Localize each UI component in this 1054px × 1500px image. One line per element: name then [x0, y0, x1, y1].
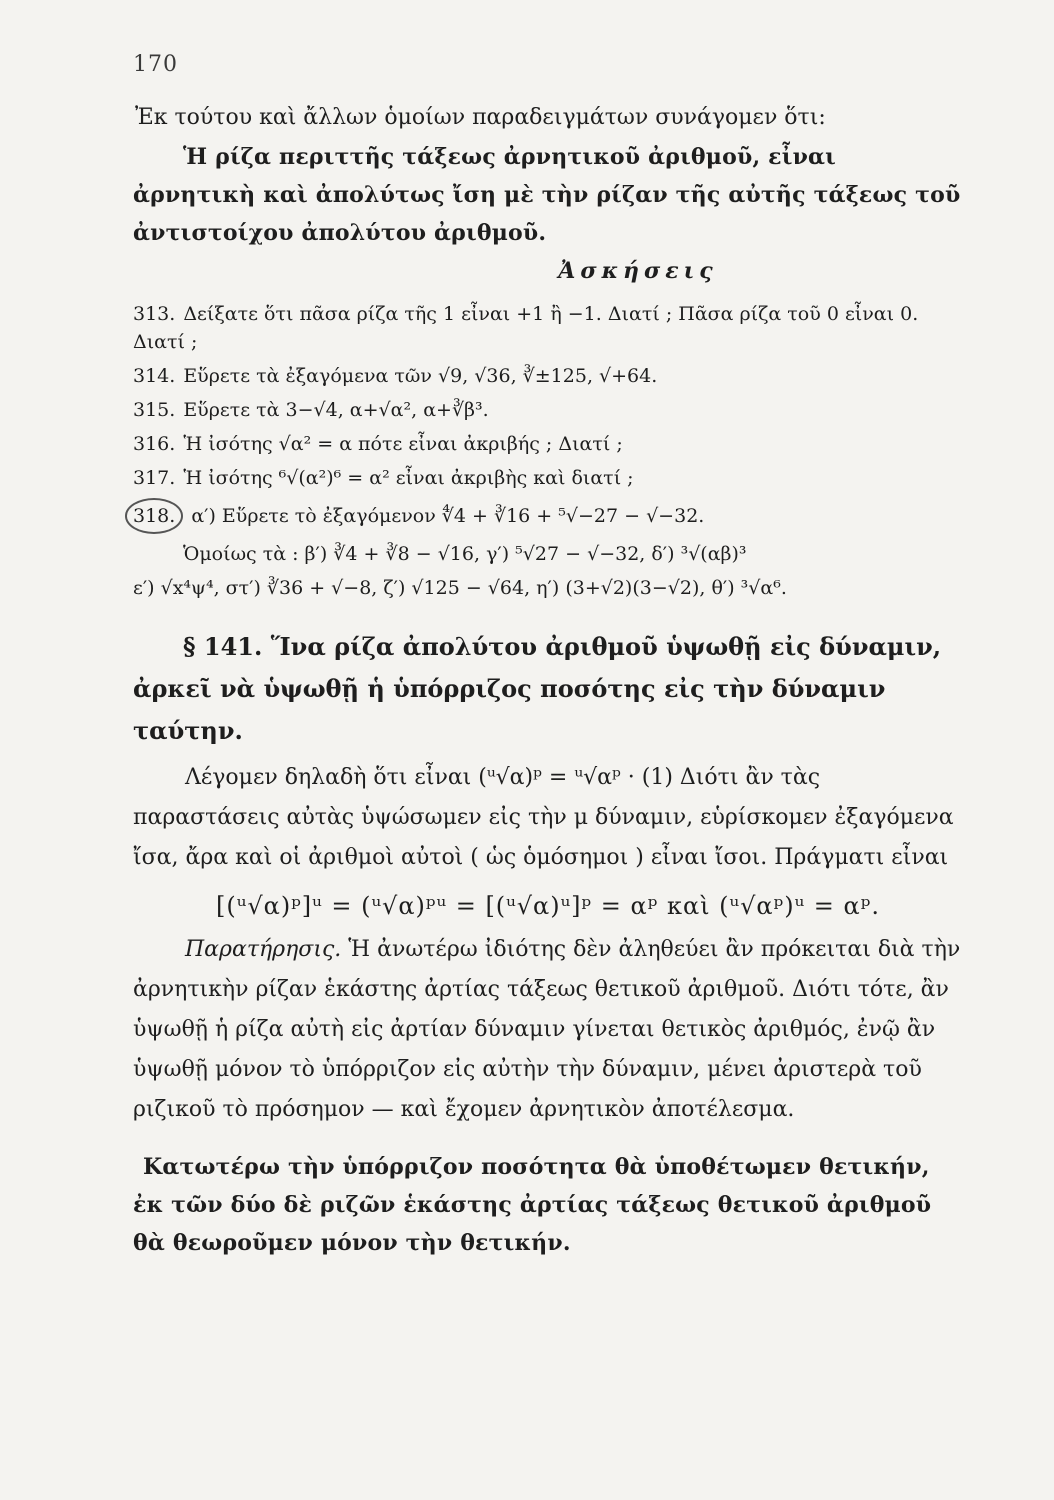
exercise-313	[133, 300, 963, 356]
exercise-number: 317.	[133, 467, 176, 489]
remark-paragraph	[133, 930, 963, 1130]
exercise-number: 315.	[133, 399, 176, 421]
exercise-number: 314.	[133, 365, 176, 387]
exercise-number-circled: 318.	[125, 498, 183, 534]
intro-text: Ἐκ τούτου καὶ ἄλλων ὁμοίων παραδειγμάτων συνάγομεν ὅτι:	[135, 105, 826, 130]
exercise-318-continued-2	[133, 574, 963, 602]
paragraph-proof: Λέγομεν δηλαδὴ ὅτι εἶναι (ᵘ√α)ᵖ = ᵘ√αᵖ · (1) Διότι ἂν τὰς παραστάσεις αὐτὰς ὑψώσωμεν εἰς τὴν μ δύναμιν, εὑρίσκομεν ἐξαγόμενα ἴσα, ἄρα καὶ οἱ ἀριθμοὶ αὐτοὶ ( ὡς ὁμόσημοι ) εἶναι ἴσοι. Πράγματι εἶναι	[133, 765, 954, 870]
remark-label: Παρατήρησις.	[185, 937, 342, 962]
exercise-318-continued	[133, 540, 963, 568]
exercises-heading: Ἀσκήσεις	[558, 258, 718, 284]
exercise-number: 316.	[133, 433, 176, 455]
exercise-text: Ἡ ἰσότης √α² = α πότε εἶναι ἀκριβής ; Διατί ;	[183, 433, 623, 455]
page-content	[133, 98, 963, 1262]
exercise-text: Εὕρετε τὰ ἐξαγόμενα τῶν √9, √36, ∛±125, √+64.	[183, 365, 658, 387]
exercise-list	[133, 300, 963, 602]
final-statement: Κατωτέρω τὴν ὑπόρριζον ποσότητα θὰ ὑποθέτωμεν θετικήν, ἐκ τῶν δύο δὲ ριζῶν ἑκάστης ἀρτίας τάξεως θετικοῦ ἀριθμοῦ θὰ θεωροῦμεν μόνον τὴν θετικήν.	[133, 1154, 932, 1256]
exercise-text: α′) Εὕρετε τὸ ἐξαγόμενον ∜4 + ∛16 + ⁵√−27 − √−32.	[191, 505, 705, 527]
exercise-316	[133, 430, 963, 458]
exercise-text: Ἡ ἰσότης ⁶√(α²)⁶ = α² εἶναι ἀκριβὴς καὶ διατί ;	[183, 467, 634, 489]
exercise-318	[133, 498, 963, 534]
display-formula: [(ᵘ√α)ᵖ]ᵘ = (ᵘ√α)ᵖᵘ = [(ᵘ√α)ᵘ]ᵖ = αᵖ καὶ (ᵘ√αᵖ)ᵘ = αᵖ.	[216, 892, 880, 920]
exercise-317	[133, 464, 963, 492]
theorem-statement: Ἡ ρίζα περιττῆς τάξεως ἀρνητικοῦ ἀριθμοῦ, εἶναι ἀρνητικὴ καὶ ἀπολύτως ἴση μὲ τὴν ρίζαν τῆς αὐτῆς τάξεως τοῦ ἀντιστοίχου ἀπολύτου ἀριθμοῦ.	[133, 144, 961, 246]
exercise-text: Δείξατε ὅτι πᾶσα ρίζα τῆς 1 εἶναι +1 ἢ −1. Διατί ; Πᾶσα ρίζα τοῦ 0 εἶναι 0. Διατί ;	[133, 303, 919, 353]
exercise-text: Ὁμοίως τὰ : β′) ∛4 + ∛8 − √16, γ′) ⁵√27 − √−32, δ′) ³√(αβ)³	[183, 543, 747, 565]
page-number: 170	[133, 52, 178, 77]
remark-text: Ἡ ἀνωτέρω ἰδιότης δὲν ἀληθεύει ἂν πρόκειται διὰ τὴν ἀρνητικὴν ρίζαν ἑκάστης ἀρτίας τάξεως θετικοῦ ἀριθμοῦ. Διότι τότε, ἂν ὑψωθῇ ἡ ρίζα αὐτὴ εἰς ἀρτίαν δύναμιν γίνεται θετικὸς ἀριθμός, ἐνῷ ἂν ὑψωθῇ μόνον τὸ ὑπόρριζον εἰς αὐτὴν τὴν δύναμιν, μένει ἀριστερὰ τοῦ ριζικοῦ τὸ πρόσημον — καὶ ἔχομεν ἀρνητικὸν ἀποτέλεσμα.	[133, 937, 961, 1122]
exercise-text: ε′) √x⁴ψ⁴, στ′) ∛36 + √−8, ζ′) √125 − √64, η′) (3+√2)(3−√2), θ′) ³√α⁶.	[133, 577, 787, 599]
exercise-text: Εὕρετε τὰ 3−√4, α+√α², α+∛β³.	[183, 399, 489, 421]
section-141-heading: § 141. Ἵνα ρίζα ἀπολύτου ἀριθμοῦ ὑψωθῇ εἰς δύναμιν, ἀρκεῖ νὰ ὑψωθῇ ἡ ὑπόρριζος ποσότης εἰς τὴν δύναμιν ταύτην.	[133, 632, 942, 745]
exercise-number: 313.	[133, 303, 176, 325]
exercise-315	[133, 396, 963, 424]
exercise-314	[133, 362, 963, 390]
